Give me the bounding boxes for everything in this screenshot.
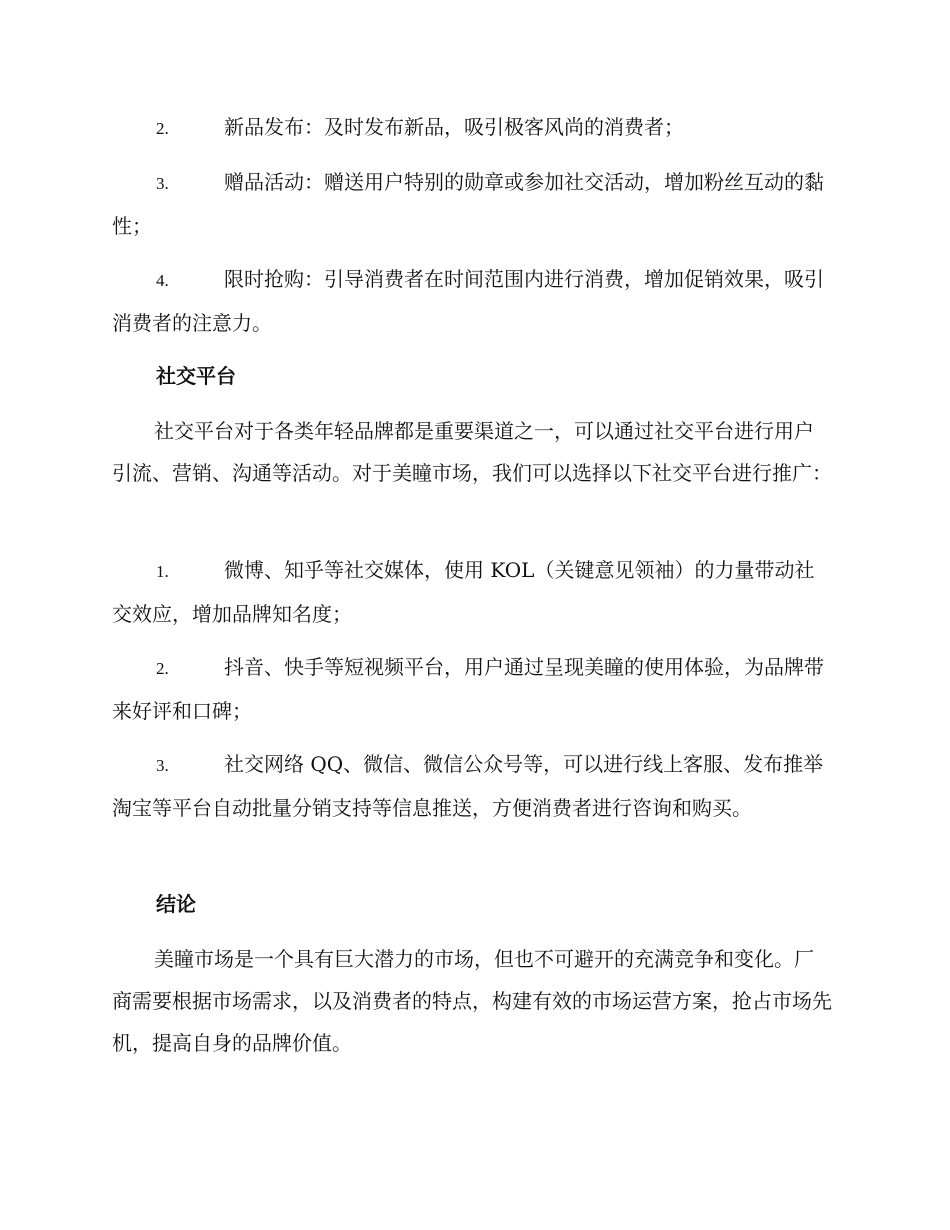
list-item bbox=[112, 161, 832, 247]
list-text: 微博、知乎等社交媒体，使用 KOL（关键意见领袖）的力量带动社交效应，增加品牌知名度； bbox=[112, 558, 815, 626]
list-text: 抖音、快手等短视频平台，用户通过呈现美瞳的使用体验，为品牌带来好评和口碑； bbox=[112, 655, 824, 723]
list-item bbox=[112, 549, 832, 635]
list-number: 3. bbox=[156, 756, 169, 775]
conclusion-paragraph: 美瞳市场是一个具有巨大潜力的市场，但也不可避开的充满竞争和变化。厂商需要根据市场需求，以及消费者的特点，构建有效的市场运营方案，抢占市场先机，提高自身的品牌价值。 bbox=[112, 947, 832, 1055]
list-text: 新品发布：及时发布新品，吸引极客风尚的消费者； bbox=[224, 115, 684, 139]
list-item bbox=[112, 106, 832, 150]
list-text: 赠品活动：赠送用户特别的勋章或参加社交活动，增加粉丝互动的黏性； bbox=[112, 170, 824, 238]
section-heading-conclusion: 结论 bbox=[156, 892, 196, 916]
list-text: 社交网络 QQ、微信、微信公众号等，可以进行线上客服、发布推举淘宝等平台自动批量分销支持等信息推送，方便消费者进行咨询和购买。 bbox=[112, 752, 824, 820]
section-heading-social: 社交平台 bbox=[156, 364, 236, 388]
list-number: 4. bbox=[156, 271, 169, 290]
list-number: 2. bbox=[156, 659, 169, 678]
list-item bbox=[112, 258, 832, 344]
social-intro-paragraph: 社交平台对于各类年轻品牌都是重要渠道之一，可以通过社交平台进行用户引流、营销、沟通等活动。对于美瞳市场，我们可以选择以下社交平台进行推广： bbox=[112, 419, 832, 485]
list-item bbox=[112, 646, 832, 732]
list-number: 1. bbox=[156, 562, 169, 581]
list-text: 限时抢购：引导消费者在时间范围内进行消费，增加促销效果，吸引消费者的注意力。 bbox=[112, 267, 824, 335]
list-number: 2. bbox=[156, 119, 169, 138]
list-number: 3. bbox=[156, 174, 169, 193]
list-item bbox=[112, 743, 832, 829]
